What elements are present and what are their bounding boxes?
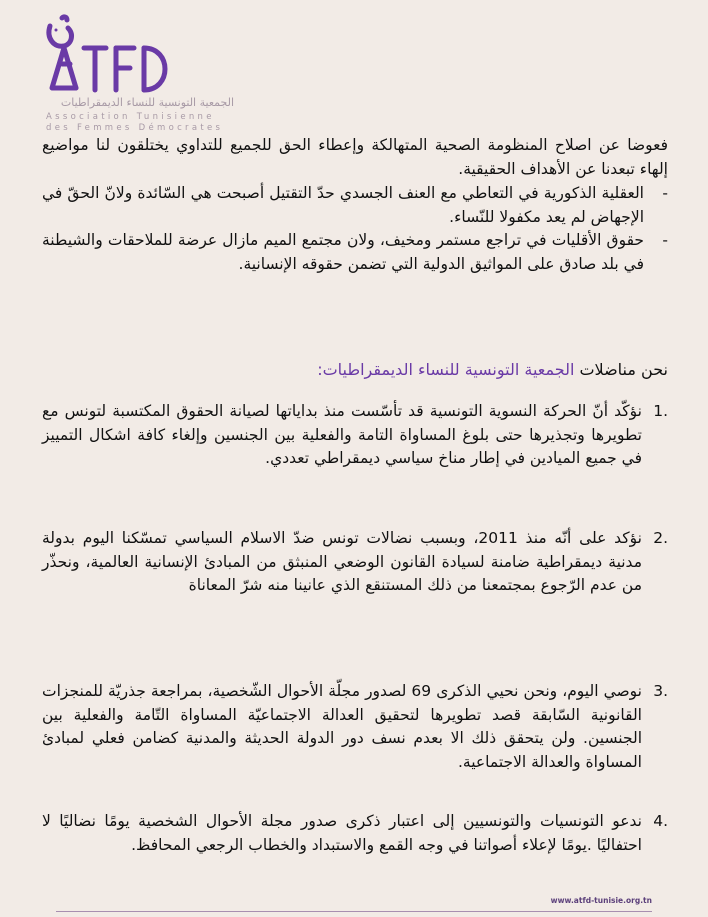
bullet-dash: - <box>662 231 668 249</box>
bullet-list <box>42 182 668 276</box>
point-number: 3. <box>653 682 668 700</box>
bullet-item <box>42 182 668 229</box>
point-number: 1. <box>653 402 668 420</box>
heading-accent: الجمعية التونسية للنساء الديمقراطيات <box>322 360 575 379</box>
footer-website-link[interactable]: www.atfd-tunisie.org.tn <box>550 896 652 905</box>
bullet-dash: - <box>662 184 668 202</box>
atfd-logo-mark <box>40 12 180 94</box>
section-heading <box>42 358 668 382</box>
heading-prefix: نحن مناضلات <box>579 360 668 379</box>
point-text: نؤكّد أنّ الحركة النسوية التونسية قد تأسّست منذ بداياتها لصيانة الحقوق المكتسبة لتونس مع تطويرها وتجذيرها حتى بلوغ المساواة التامة والفعلية بين الجنسين وإلغاء كافة اشكال التمييز في جميع الميادين في إطار مناخ سياسي ديمقراطي تعددي. <box>42 402 642 467</box>
point-item-4 <box>42 810 668 857</box>
point-number: 2. <box>653 529 668 547</box>
point-text: نؤكد على أنّه منذ 2011، وبسبب نضالات تونس ضدّ الاسلام السياسي تمسّكنا اليوم بدولة مدنية ديمقراطية ضامنة لسيادة القانون الوضعي المنبثق من المبادئ الإنسانية العالمية، ونحذّر من عدم الرّجوع بمجتمعنا من ذلك المستنقع الذي عانينا منه شرّ المعاناة <box>42 529 642 594</box>
footer-divider <box>56 911 652 912</box>
logo-french-line-2: des Femmes Démocrates <box>46 123 224 133</box>
point-item-3 <box>42 680 668 774</box>
point-number: 4. <box>653 812 668 830</box>
point-item-2 <box>42 527 668 598</box>
point-text: نوصي اليوم، ونحن نحيي الذكرى 69 لصدور مجلّة الأحوال الشّخصية، بمراجعة جذريّة للمنجزات القانونية السّابقة قصد تطويرها لتحقيق العدالة الاجتماعيّة المساواة التّامة والفعلية بين الجنسين. ولن يتحقق ذلك الا بعدم نسف دور الدولة الحديثة والمدنية كضامن فعلي لمبادئ المساواة والعدالة الاجتماعية. <box>42 682 642 771</box>
heading-colon: : <box>317 360 323 379</box>
bullet-text: حقوق الأقليات في تراجع مستمر ومخيف، ولان مجتمع الميم مازال عرضة للملاحقات والشيطنة في بلد صادق على المواثيق الدولية التي تضمن حقوقه الإنسانية. <box>42 231 644 273</box>
logo-french-line-1: Association Tunisienne <box>46 112 215 122</box>
atfd-logo <box>40 12 240 134</box>
bullet-text: العقلية الذكورية في التعاطي مع العنف الجسدي حدّ التقتيل أصبحت هي السّائدة ولانّ الحقّ في الإجهاض لم يعد مكفولا للنّساء. <box>42 184 644 226</box>
point-text: ندعو التونسيات والتونسيين إلى اعتبار ذكرى صدور مجلة الأحوال الشخصية يومًا نضاليًا لا احتفاليًا .يومًا لإعلاء أصواتنا في وجه القمع والاستبداد والخطاب الرجعي المحافظ. <box>42 812 642 854</box>
intro-text: فعوضا عن اصلاح المنظومة الصحية المتهالكة وإعطاء الحق للجميع للتداوي يختلقون لنا مواضيع إلهاء تبعدنا عن الأهداف الحقيقية. <box>42 136 668 178</box>
point-item-1 <box>42 400 668 471</box>
intro-paragraph <box>42 134 668 181</box>
bullet-item <box>42 229 668 276</box>
logo-arabic-name: الجمعية التونسية للنساء الديمقراطيات <box>60 96 234 109</box>
